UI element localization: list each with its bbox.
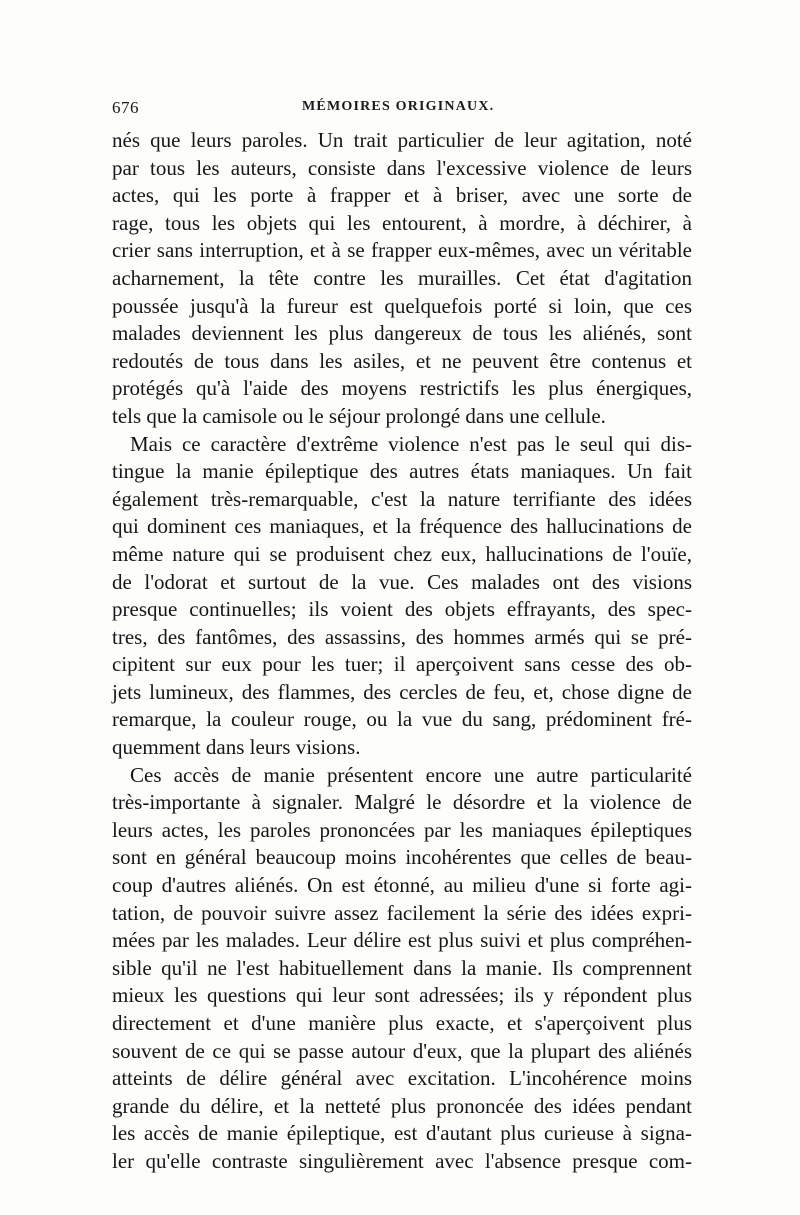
text-line: par tous les auteurs, consiste dans l'excessive violence de leurs: [112, 155, 692, 180]
paragraph-2: [112, 431, 692, 762]
text-line: Mais ce caractère d'extrême violence n'est pas le seul qui dis-: [130, 431, 692, 456]
text-line: nés que leurs paroles. Un trait particulier de leur agitation, noté: [112, 128, 692, 152]
text-line: de l'odorat et surtout de la vue. Ces malades ont des visions: [112, 569, 692, 594]
body-text: [112, 127, 692, 1176]
text-line: sible qu'il ne l'est habituellement dans la manie. Ils comprennent: [112, 955, 692, 980]
text-line: rage, tous les objets qui les entourent, à mordre, à déchirer, à: [112, 210, 692, 235]
text-line: mieux les questions qui leur sont adressées; ils y répondent plus: [112, 983, 692, 1008]
text-line: tels que la camisole ou le séjour prolongé dans une cellule.: [112, 403, 606, 428]
page-header: [112, 98, 692, 124]
text-line: Ces accès de manie présentent encore une autre particularité: [130, 762, 692, 787]
text-line: souvent de ce qui se passe autour d'eux, que la plupart des aliénés: [112, 1038, 692, 1063]
page-number: 676: [112, 98, 139, 117]
text-line: remarque, la couleur rouge, ou la vue du sang, prédominent fré-: [112, 707, 692, 732]
text-line: malades deviennent les plus dangereux de tous les aliénés, sont: [112, 321, 692, 346]
text-line: crier sans interruption, et à se frapper eux-mêmes, avec un véritable: [112, 238, 692, 263]
text-line: également très-remarquable, c'est la nature terrifiante des idées: [112, 486, 692, 511]
text-line: tres, des fantômes, des assassins, des hommes armés qui se pré-: [112, 624, 692, 649]
text-line: directement et d'une manière plus exacte, et s'aperçoivent plus: [112, 1011, 692, 1035]
text-line: jets lumineux, des flammes, des cercles de feu, et, chose digne de: [112, 679, 692, 704]
text-line: même nature qui se produisent chez eux, hallucinations de l'ouïe,: [112, 541, 692, 566]
text-line: atteints de délire général avec excitation. L'incohérence moins: [112, 1066, 692, 1091]
text-line: ler qu'elle contraste singulièrement avec l'absence presque com-: [112, 1148, 692, 1173]
text-line: mées par les malades. Leur délire est plus suivi et plus compréhen-: [112, 928, 692, 953]
text-line: presque continuelles; ils voient des objets effrayants, des spec-: [112, 597, 692, 622]
text-line: les accès de manie épileptique, est d'autant plus curieuse à signa-: [112, 1121, 692, 1146]
paragraph-1: [112, 127, 692, 431]
running-head: MÉMOIRES ORIGINAUX.: [302, 99, 495, 114]
text-line: leurs actes, les paroles prononcées par les maniaques épileptiques: [112, 817, 692, 842]
text-line: protégés qu'à l'aide des moyens restrictifs les plus énergiques,: [112, 376, 692, 401]
text-line: quemment dans leurs visions.: [112, 735, 361, 760]
text-line: sont en général beaucoup moins incohérentes que celles de beau-: [112, 845, 692, 870]
text-line: poussée jusqu'à la fureur est quelquefois porté si loin, que ces: [112, 293, 692, 318]
text-line: cipitent sur eux pour les tuer; il aperçoivent sans cesse des ob-: [112, 652, 692, 677]
text-line: tation, de pouvoir suivre assez facilement la série des idées expri-: [112, 900, 692, 925]
text-line: coup d'autres aliénés. On est étonné, au milieu d'une si forte agi-: [112, 873, 692, 898]
text-line: très-importante à signaler. Malgré le désordre et la violence de: [112, 790, 692, 815]
text-line: redoutés de tous dans les asiles, et ne peuvent être contenus et: [112, 348, 692, 373]
text-line: acharnement, la tête contre les murailles. Cet état d'agitation: [112, 265, 692, 290]
text-line: tingue la manie épileptique des autres états maniaques. Un fait: [112, 459, 692, 484]
text-line: actes, qui les porte à frapper et à briser, avec une sorte de: [112, 183, 692, 208]
text-line: qui dominent ces maniaques, et la fréquence des hallucinations de: [112, 514, 692, 539]
paragraph-3: [112, 762, 692, 1176]
text-line: grande du délire, et la netteté plus prononcée des idées pendant: [112, 1093, 692, 1118]
